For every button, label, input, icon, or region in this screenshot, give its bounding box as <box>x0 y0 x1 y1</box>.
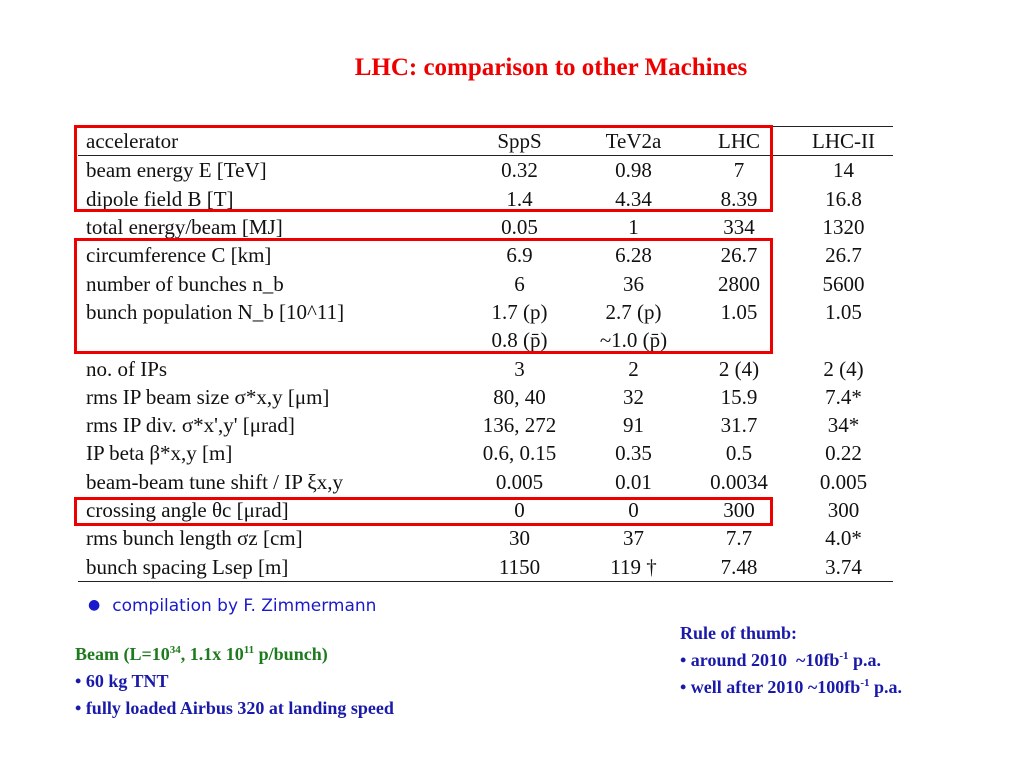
table-row <box>78 552 893 581</box>
table-cell: ~1.0 (p̄) <box>599 328 668 353</box>
table-cell: 3.74 <box>794 552 893 581</box>
table-header-cell: SppS <box>456 127 583 156</box>
bullet-icon: ● <box>88 597 101 613</box>
comparison-table <box>78 126 893 582</box>
table-cell: 0.6, 0.15 <box>482 441 557 466</box>
table-cell: 0.01 <box>615 469 652 494</box>
row-label: beam-beam tune shift / IP ξx,y <box>86 469 344 494</box>
table-cell: 0.22 <box>825 441 862 466</box>
table-cell: 1.05 <box>825 299 862 324</box>
table-header-row <box>78 127 893 156</box>
table-row <box>78 326 893 354</box>
table-cell: 136, 272 <box>482 413 557 438</box>
row-label: rms IP div. σ*x',y' [μrad] <box>86 413 295 438</box>
rule-item-after-2010: • well after 2010 $\sim 100fb^{-1}$ p.a. <box>680 677 902 697</box>
rule-item-2010: • around 2010 $\sim 10fb^{-1}$ p.a. <box>680 650 882 670</box>
table-cell: 16.8 <box>825 186 862 211</box>
table-cell: 0.35 <box>615 441 652 466</box>
row-label: dipole field B [T] <box>86 186 234 211</box>
table-cell: 6 <box>514 271 525 296</box>
table-cell: 15.9 <box>720 384 758 409</box>
table-cell: 0.005 <box>495 469 544 494</box>
table-cell: 4.34 <box>615 186 652 211</box>
table-cell: 34* <box>827 413 860 438</box>
table-cell: 36 <box>623 271 644 296</box>
table-cell: 7.4* <box>825 384 862 409</box>
row-label: no. of IPs <box>86 356 168 381</box>
table-cell: 8.39 <box>720 186 758 211</box>
table-cell: 6.28 <box>615 243 652 268</box>
table-cell: 0.05 <box>501 215 538 240</box>
table-cell: 2800 <box>718 271 760 296</box>
table-cell: 37 <box>623 526 644 551</box>
row-label <box>78 326 456 354</box>
table-cell: 2 <box>628 356 639 381</box>
table-row <box>78 241 893 269</box>
table-cell: 6.9 <box>506 243 533 268</box>
table-header-cell: LHC <box>684 127 794 156</box>
table-cell: 0.0034 <box>710 469 768 494</box>
table-row <box>78 269 893 297</box>
beam-item-tnt: • 60 kg TNT <box>75 671 169 691</box>
table-cell: 7.7 <box>725 526 753 551</box>
table-cell: 300 <box>723 498 755 522</box>
table-cell: 1 <box>628 215 639 240</box>
table-cell: 91 <box>623 413 644 438</box>
table-cell: 2 (4) <box>718 356 760 381</box>
table-cell: 119 † <box>583 552 684 581</box>
row-label: number of bunches n_b <box>86 271 284 296</box>
table-row <box>78 411 893 439</box>
rule-heading: Rule of thumb: <box>680 623 798 643</box>
table-cell: 80, 40 <box>493 384 546 409</box>
table-cell: 30 <box>509 526 530 551</box>
table-cell: 0.98 <box>615 158 652 183</box>
table-row <box>78 524 893 552</box>
table-cell: 1.7 (p) <box>491 299 548 324</box>
table-row <box>78 298 893 326</box>
table-cell: 26.7 <box>825 243 862 268</box>
table-row <box>78 185 893 213</box>
table-row <box>78 496 893 524</box>
table-cell: 0.8 (p̄) <box>491 328 548 353</box>
table-row <box>78 156 893 185</box>
table-cell: 0 <box>628 498 639 522</box>
table-cell: 26.7 <box>720 243 758 268</box>
table-cell: 2 (4) <box>823 356 864 381</box>
table-cell: 14 <box>833 158 854 183</box>
row-label: bunch spacing Lsep [m] <box>78 552 456 581</box>
row-label: circumference C [km] <box>86 243 272 268</box>
table-cell: 3 <box>514 356 525 381</box>
table-cell: 1320 <box>822 215 865 240</box>
table-cell: 4.0* <box>825 526 862 551</box>
comparison-table-container <box>78 126 893 582</box>
table-cell: 1.4 <box>506 186 533 211</box>
row-label: IP beta β*x,y [m] <box>86 441 233 466</box>
table-cell: 0.005 <box>819 469 868 494</box>
table-cell: 334 <box>723 215 755 240</box>
table-cell: 7.48 <box>684 552 794 581</box>
table-cell <box>684 326 794 354</box>
row-label: beam energy E [TeV] <box>86 158 267 183</box>
table-cell: 300 <box>827 498 860 522</box>
table-cell: 1.05 <box>720 299 758 324</box>
row-label: rms bunch length σz [cm] <box>86 526 303 551</box>
row-label: crossing angle θc [μrad] <box>86 498 289 522</box>
table-row <box>78 213 893 241</box>
table-row <box>78 383 893 411</box>
row-label: rms IP beam size σ*x,y [μm] <box>86 384 330 409</box>
beam-section <box>75 641 394 722</box>
table-cell: 31.7 <box>720 413 758 438</box>
table-cell: 1150 <box>456 552 583 581</box>
table-header-cell: TeV2a <box>583 127 684 156</box>
table-row <box>78 439 893 467</box>
table-cell: 0.32 <box>501 158 538 183</box>
row-label: total energy/beam [MJ] <box>86 215 283 240</box>
table-cell: 2.7 (p) <box>605 299 662 324</box>
row-label: bunch population N_b [10^11] <box>86 299 345 324</box>
table-row <box>78 468 893 496</box>
table-cell: 7 <box>733 158 745 183</box>
table-header-cell: accelerator <box>78 127 456 156</box>
table-cell: 0 <box>514 498 525 522</box>
table-cell: 32 <box>623 384 644 409</box>
table-cell: 5600 <box>822 271 865 296</box>
beam-item-airbus: • fully loaded Airbus 320 at landing speed <box>75 698 394 718</box>
beam-heading: Beam ($L=10^{34}$, 1.1x $10^{11}$ p/bunch) <box>75 644 328 664</box>
table-cell: 0.5 <box>725 441 753 466</box>
rule-of-thumb-section <box>680 620 902 701</box>
slide-title: LHC: comparison to other Machines <box>354 54 748 81</box>
table-cell <box>794 326 893 354</box>
table-header-cell: LHC-II <box>794 127 893 156</box>
compilation-note-text: compilation by F. Zimmermann <box>112 596 377 616</box>
compilation-note <box>88 596 376 616</box>
table-row <box>78 354 893 382</box>
